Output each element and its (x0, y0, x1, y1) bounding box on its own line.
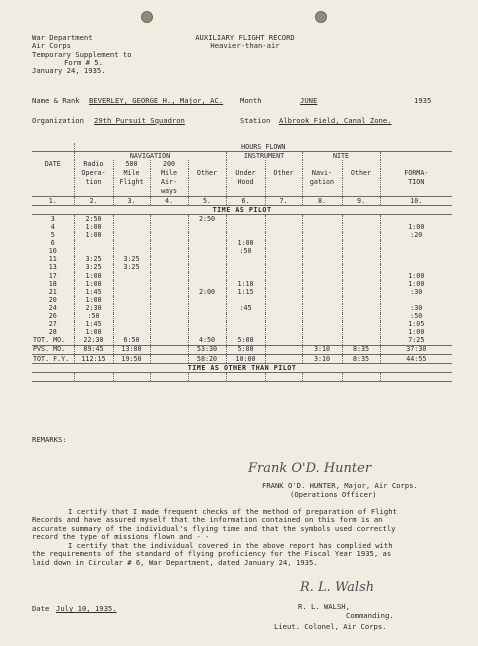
col-hood-2: Hood (226, 178, 265, 187)
hours-cell (342, 264, 380, 272)
hours-cell: 1:00 (74, 329, 113, 337)
total-row (32, 354, 452, 363)
hours-cell (265, 345, 302, 354)
hours-cell: :50 (74, 313, 113, 321)
col-200-3: Air- (150, 178, 188, 187)
date-label: Date (32, 604, 50, 613)
hours-cell (302, 264, 342, 272)
hours-cell: 1:45 (74, 288, 113, 296)
hours-cell (302, 329, 342, 337)
hours-cell (265, 248, 302, 256)
hours-cell (150, 313, 188, 321)
hours-cell: 1:10 (226, 280, 265, 288)
hours-cell: 58:20 (188, 354, 226, 363)
hours-cell (226, 264, 265, 272)
hours-cell: 1:05 (380, 321, 452, 329)
hours-cell: 2:50 (188, 215, 226, 224)
hours-cell (302, 296, 342, 304)
hours-cell (302, 280, 342, 288)
hours-cell: 13:00 (113, 345, 150, 354)
hours-cell: :50 (226, 248, 265, 256)
hours-cell (265, 256, 302, 264)
col-radio-3: tion (74, 178, 113, 187)
date-cell: 5 (50, 231, 55, 240)
hours-cell (265, 296, 302, 304)
hours-cell (342, 313, 380, 321)
hours-cell: 1:00 (74, 232, 113, 240)
commander-role: Commanding. (346, 611, 394, 620)
hours-cell (150, 304, 188, 312)
col-inst-other: Other (265, 169, 302, 178)
hours-cell (150, 256, 188, 264)
col-date-1: DATE (44, 160, 61, 169)
hours-cell: 37:30 (380, 345, 452, 354)
hours-cell (380, 240, 452, 248)
hours-cell (265, 223, 302, 231)
hours-cell (342, 296, 380, 304)
section-time-as-pilot: TIME AS PILOT (32, 206, 452, 215)
header-line-0: War Department (32, 33, 93, 42)
hours-cell (113, 288, 150, 296)
hours-cell: 1:00 (74, 296, 113, 304)
date-cell: 24 (48, 304, 57, 312)
hours-cell (265, 232, 302, 240)
hours-cell: 6:50 (113, 337, 150, 346)
col-nite-other: Other (342, 169, 380, 178)
hours-cell: 2:50 (74, 215, 113, 224)
hours-cell: 3:10 (302, 354, 342, 363)
hours-cell: 1:15 (226, 288, 265, 296)
hours-cell (302, 232, 342, 240)
hours-cell (150, 329, 188, 337)
hours-cell (342, 215, 380, 224)
form-title: AUXILIARY FLIGHT RECORD (195, 33, 295, 42)
remarks-label: REMARKS: (32, 435, 67, 444)
table-row (32, 215, 452, 224)
hours-cell (113, 215, 150, 224)
hours-cell (188, 280, 226, 288)
hours-cell: 8:35 (342, 345, 380, 354)
group-heading-row (32, 152, 452, 161)
hours-cell: :45 (226, 304, 265, 312)
col-formation-1: FORMA- (380, 169, 452, 178)
form-subtitle: Heavier-than-air (210, 41, 280, 51)
hours-cell: 1:45 (74, 321, 113, 329)
name-rank-label: Name & Rank (32, 96, 80, 105)
hours-cell: 4:50 (188, 337, 226, 346)
punch-hole-right (315, 11, 327, 23)
ops-officer-title: (Operations Officer) (290, 490, 377, 499)
hours-cell (265, 264, 302, 272)
col-num: 8. (302, 197, 342, 206)
cert-line: I certify that the individual covered in the above report has complied with (68, 540, 393, 550)
col-num: 7. (265, 197, 302, 206)
hours-cell (226, 256, 265, 264)
hours-cell: 3:25 (113, 256, 150, 264)
hours-cell: 3:10 (302, 345, 342, 354)
hours-cell (342, 337, 380, 346)
hours-cell (265, 321, 302, 329)
commander-rank: Lieut. Colonel, Air Corps. (274, 622, 387, 631)
hours-cell (265, 288, 302, 296)
hours-cell: 53:30 (188, 345, 226, 354)
date-cell: 13 (48, 263, 57, 272)
hours-cell (150, 223, 188, 231)
hours-cell (150, 248, 188, 256)
hours-cell: 2:30 (74, 304, 113, 312)
table-row (32, 280, 452, 288)
header-line-4: January 24, 1935. (32, 66, 106, 76)
date-cell: 4 (50, 223, 55, 231)
hours-cell (265, 240, 302, 248)
table-row (32, 264, 452, 272)
month-value: JUNE (300, 96, 318, 105)
col-nitenav-2: gation (302, 178, 342, 187)
hours-flown-row (32, 143, 452, 152)
cert-line: record the type of missions flown and - - (32, 532, 210, 542)
hours-cell (188, 272, 226, 280)
hours-cell (342, 256, 380, 264)
hours-cell (302, 272, 342, 280)
col-200-2: Mile (150, 169, 188, 178)
total-row (32, 345, 452, 354)
hours-cell: 89:45 (74, 345, 113, 354)
hours-cell (380, 264, 452, 272)
col-num: 10. (380, 197, 452, 206)
hours-cell: 1:00 (380, 329, 452, 337)
hours-cell (302, 288, 342, 296)
hours-cell (265, 313, 302, 321)
table-row (32, 223, 452, 231)
date-cell: 20 (48, 296, 57, 304)
hours-cell: 5:00 (226, 345, 265, 354)
table-row (32, 248, 452, 256)
hours-cell (265, 329, 302, 337)
col-nav-other: Other (188, 169, 226, 178)
commander-name: R. L. WALSH, (298, 602, 350, 611)
hours-cell (265, 215, 302, 224)
hours-cell: :30 (380, 288, 452, 296)
table-row (32, 240, 452, 248)
cert-line: I certify that I made frequent checks of the method of preparation of Flight (68, 507, 397, 516)
hours-cell: 1:00 (380, 223, 452, 231)
hours-cell (302, 304, 342, 312)
hours-cell (150, 215, 188, 224)
hours-cell (150, 354, 188, 363)
hours-cell: :50 (380, 313, 452, 321)
hours-cell (226, 321, 265, 329)
hours-cell (342, 272, 380, 280)
hours-cell: 22:30 (74, 337, 113, 346)
hours-cell (265, 304, 302, 312)
pilot-rows (32, 215, 452, 337)
hours-cell (150, 321, 188, 329)
col-200-4: ways (150, 187, 188, 197)
hours-cell: 8:35 (342, 354, 380, 363)
hours-cell (113, 223, 150, 231)
hours-cell (226, 223, 265, 231)
col-num: 2. (74, 197, 113, 206)
hours-cell (380, 296, 452, 304)
date-cell: 18 (48, 280, 57, 288)
hours-cell (113, 313, 150, 321)
name-rank-value: BEVERLEY, GEORGE H., Major, AC. (89, 96, 224, 105)
cert-line: the requirements of the standard of flying proficiency for the Fiscal Year 1935, as (32, 549, 392, 559)
col-formation-2: TION (380, 178, 452, 187)
date-cell: 10 (48, 247, 57, 256)
hours-cell: 1:00 (226, 240, 265, 248)
station-value: Albrook Field, Canal Zone. (279, 116, 392, 125)
hours-cell (113, 280, 150, 288)
hours-cell (113, 329, 150, 337)
hours-cell (380, 215, 452, 224)
month-label: Month (240, 96, 262, 105)
section-time-other-than-pilot: TIME AS OTHER THAN PILOT (32, 364, 452, 373)
date-cell: 3 (50, 214, 55, 223)
hours-cell (342, 288, 380, 296)
table-row (32, 232, 452, 240)
hours-cell: 5:00 (226, 337, 265, 346)
date-cell: 11 (48, 255, 57, 264)
hours-cell (302, 240, 342, 248)
certification-text (32, 508, 397, 567)
hours-cell: 1:00 (74, 223, 113, 231)
station-label: Station (240, 116, 271, 125)
ops-officer-name: FRANK O'D. HUNTER, Major, Air Corps. (262, 481, 418, 490)
hours-cell (150, 240, 188, 248)
hours-cell (342, 329, 380, 337)
hours-cell (188, 329, 226, 337)
hours-cell (265, 337, 302, 346)
header-line-2: Temporary Supplement to (32, 49, 132, 59)
hours-cell (113, 304, 150, 312)
hours-cell (188, 321, 226, 329)
hours-cell: 3:25 (74, 264, 113, 272)
col-nitenav-1: Navi- (302, 169, 342, 178)
hours-cell (113, 248, 150, 256)
hours-cell (302, 337, 342, 346)
organization-value: 29th Pursuit Squadron (94, 116, 185, 125)
hours-cell (113, 232, 150, 240)
col-num: 1. (32, 197, 74, 206)
hours-cell (188, 223, 226, 231)
table-row (32, 304, 452, 312)
total-row (32, 337, 452, 346)
col-500-3: Flight (113, 178, 150, 187)
hours-cell (342, 321, 380, 329)
hours-cell (226, 272, 265, 280)
hours-cell: 1:00 (380, 280, 452, 288)
department-block (32, 34, 132, 75)
hours-cell (302, 215, 342, 224)
date-cell: 6 (50, 239, 55, 248)
hours-cell: 19:50 (113, 354, 150, 363)
table-row (32, 313, 452, 321)
header-line-1: Air Corps (32, 41, 71, 51)
hours-cell: 44:55 (380, 354, 452, 363)
col-radio-2: Opera- (74, 169, 113, 178)
hours-cell (113, 272, 150, 280)
header-line-3: Form # 5. (64, 57, 103, 67)
hours-cell: :30 (380, 304, 452, 312)
group-navigation: NAVIGATION (74, 152, 226, 161)
hours-cell (226, 232, 265, 240)
hours-cell (150, 272, 188, 280)
organization-label: Organization (32, 116, 84, 125)
hours-cell (265, 280, 302, 288)
total-label: TOT. MO. (32, 337, 74, 346)
hours-cell (380, 256, 452, 264)
year-value: 1935 (414, 96, 432, 105)
hours-cell: 1:00 (74, 280, 113, 288)
date-value: July 10, 1935. (56, 604, 117, 613)
hours-cell (226, 296, 265, 304)
hours-cell (226, 215, 265, 224)
hours-cell (188, 232, 226, 240)
date-cell: 27 (48, 320, 57, 329)
column-numbers-row (32, 197, 452, 206)
hours-cell (302, 223, 342, 231)
cert-line: laid down in Circular # 6, War Department, dated January 24, 1935. (32, 557, 318, 567)
hours-cell (150, 345, 188, 354)
hours-cell (113, 296, 150, 304)
hours-cell (113, 321, 150, 329)
hours-cell (150, 337, 188, 346)
date-cell: 28 (48, 328, 57, 337)
col-radio-1: Radio (74, 160, 113, 169)
hours-cell (302, 256, 342, 264)
table-row (32, 272, 452, 280)
table-row (32, 256, 452, 264)
date-cell: 17 (48, 272, 57, 280)
hours-cell (188, 256, 226, 264)
col-num: 5. (188, 197, 226, 206)
hours-cell (150, 264, 188, 272)
hours-cell (265, 354, 302, 363)
col-num: 6. (226, 197, 265, 206)
col-num: 9. (342, 197, 380, 206)
hours-cell (150, 296, 188, 304)
hours-cell: 3:25 (113, 264, 150, 272)
hours-cell: 2:00 (188, 288, 226, 296)
hours-cell (150, 232, 188, 240)
col-200-1: 200 (150, 160, 188, 169)
date-cell: 21 (48, 288, 57, 296)
hours-cell: 1:00 (380, 272, 452, 280)
hours-cell (380, 248, 452, 256)
total-label: TOT. F.Y. (32, 354, 74, 363)
total-label: PVS. MO. (32, 345, 74, 354)
hours-cell (188, 313, 226, 321)
flight-hours-table (32, 143, 452, 382)
hours-cell (342, 223, 380, 231)
table-row (32, 329, 452, 337)
hours-cell (342, 248, 380, 256)
hours-cell (150, 288, 188, 296)
hours-cell: 1:00 (74, 272, 113, 280)
hours-cell (188, 296, 226, 304)
hours-cell (150, 280, 188, 288)
hours-cell (226, 329, 265, 337)
commander-signature: R. L. Walsh (300, 580, 375, 595)
total-rows (32, 337, 452, 364)
ops-officer-signature: Frank O'D. Hunter (248, 461, 372, 476)
col-num: 3. (113, 197, 150, 206)
hours-cell (342, 280, 380, 288)
hours-cell: 112:15 (74, 354, 113, 363)
hours-cell (113, 240, 150, 248)
hours-cell (342, 240, 380, 248)
hours-cell (188, 248, 226, 256)
col-500-1: 500 (113, 160, 150, 169)
hours-cell (74, 240, 113, 248)
form-title-block (170, 34, 320, 51)
col-hood-1: Under (226, 169, 265, 178)
cert-line: accurate summary of the individual's flying time and that the symbols used correctly (32, 523, 396, 533)
hours-cell: 3:25 (74, 256, 113, 264)
cert-line: Records and have assured myself that the information contained on this form is an (32, 515, 383, 525)
hours-flown-heading: HOURS FLOWN (74, 143, 452, 152)
hours-cell: 10:00 (226, 354, 265, 363)
hours-cell: :20 (380, 232, 452, 240)
hours-cell (302, 248, 342, 256)
group-nite: NITE (302, 152, 380, 161)
hours-cell (302, 321, 342, 329)
group-instrument: INSTRUMENT (226, 152, 302, 161)
hours-cell (226, 313, 265, 321)
punch-hole-left (141, 11, 153, 23)
hours-cell (302, 313, 342, 321)
hours-cell (188, 304, 226, 312)
hours-cell: 7:25 (380, 337, 452, 346)
col-num: 4. (150, 197, 188, 206)
col-500-2: Mile (113, 169, 150, 178)
hours-cell (188, 264, 226, 272)
table-row (32, 296, 452, 304)
hours-cell (188, 240, 226, 248)
hours-cell (342, 232, 380, 240)
hours-cell (265, 272, 302, 280)
table-row (32, 288, 452, 296)
table-row (32, 321, 452, 329)
hours-cell (342, 304, 380, 312)
hours-cell (74, 248, 113, 256)
date-cell: 26 (48, 312, 57, 321)
